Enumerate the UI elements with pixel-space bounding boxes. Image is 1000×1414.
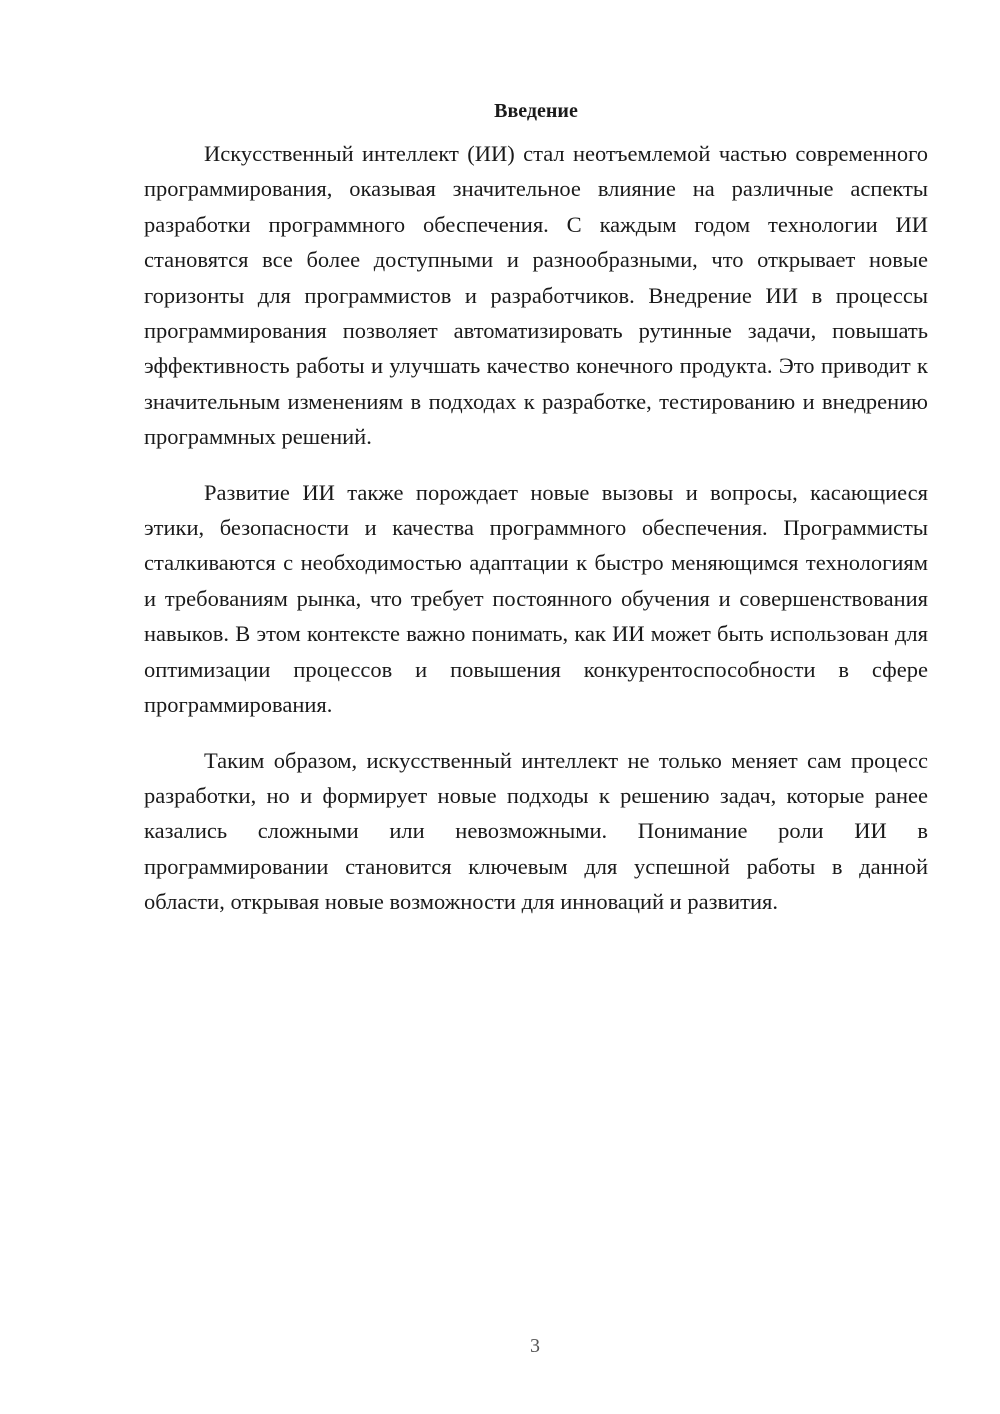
paragraph-3: Таким образом, искусственный интеллект не только меняет сам процесс разработки, но и формирует новые подходы к решению задач, которые ранее казались сложными или невозможными. Понимание роли ИИ в программировании становится ключевым для успешной работы в данной области, открывая новые возможности для инноваций и развития. [144, 747, 928, 915]
section-heading: Введение [494, 100, 578, 122]
paragraph-2: Развитие ИИ также порождает новые вызовы и вопросы, касающиеся этики, безопасности и качества программного обеспечения. Программисты сталкиваются с необходимостью адаптации к быстро меняющимся технологиям и требованиям рынка, что требует постоянного обучения и совершенствования навыков. В этом контексте важно понимать, как ИИ может быть использован для оптимизации процессов и повышения конкурентоспособности в сфере программирования. [144, 479, 928, 718]
paragraph-1: Искусственный интеллект (ИИ) стал неотъемлемой частью современного программирования, оказывая значительное влияние на различные аспекты разработки программного обеспечения. С каждым годом технологии ИИ становятся все более доступными и разнообразными, что открывает новые горизонты для программистов и разработчиков. Внедрение ИИ в процессы программирования позволяет автоматизировать рутинные задачи, повышать эффективность работы и улучшать качество конечного продукта. Это приводит к значительным изменениям в подходах к разработке, тестированию и внедрению программных решений. [144, 141, 928, 450]
page-content [144, 96, 928, 940]
page-number: 3 [530, 1335, 540, 1357]
